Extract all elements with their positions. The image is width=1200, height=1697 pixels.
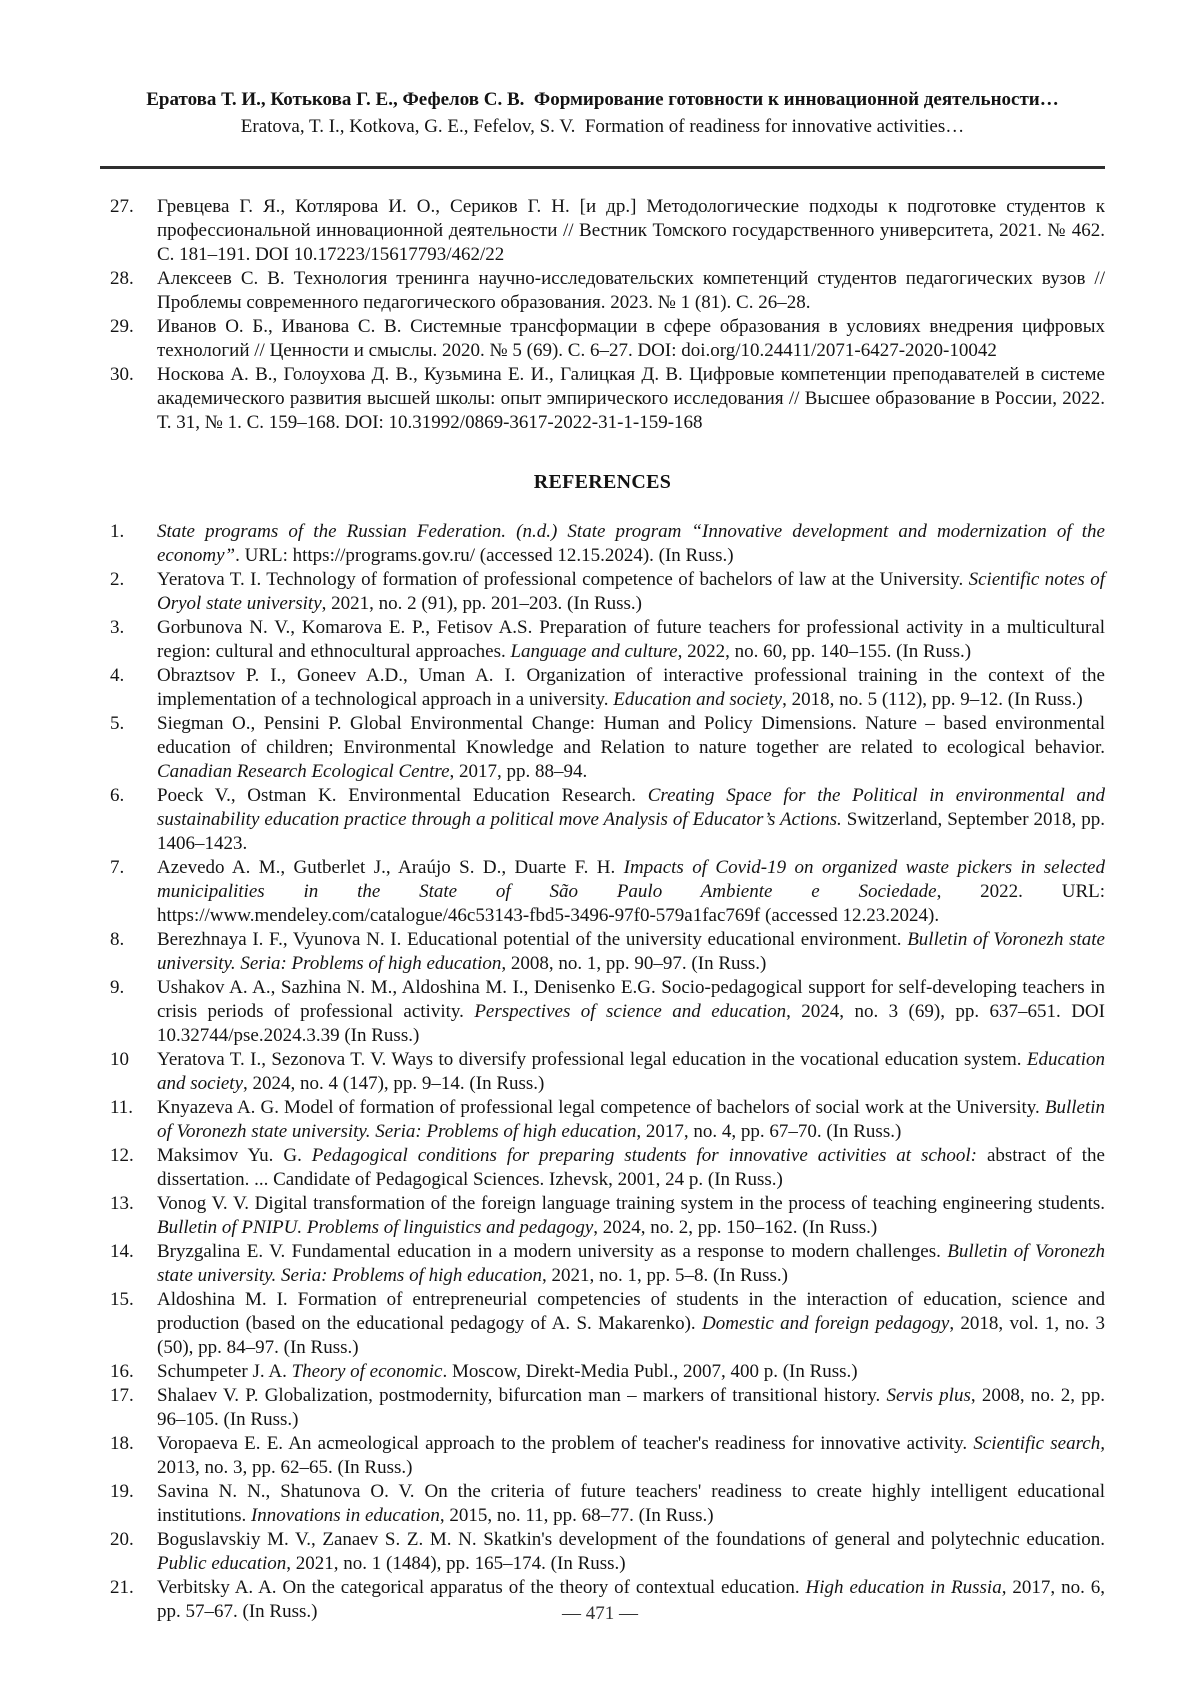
reference-text: Aldoshina M. I. Formation of entrepreneurial competencies of students in the interaction of education, science and production (based on the educational pedagogy of A. S. Makarenko). Domestic and foreign pedagogy, 2018, vol. 1, no. 3 (50), pp. 84–97. (In Russ.) xyxy=(157,1289,1105,1358)
reference-item xyxy=(100,712,1105,784)
reference-number: 12. xyxy=(110,1145,134,1166)
reference-item xyxy=(100,1384,1105,1432)
reference-item xyxy=(100,616,1105,664)
reference-number: 6. xyxy=(110,785,125,806)
reference-item xyxy=(100,568,1105,616)
running-head-ru: Ератова Т. И., Котькова Г. Е., Фефелов С. В. Формирование готовности к инновационной деятельности… xyxy=(146,89,1059,110)
running-head-en: Eratova, T. I., Kotkova, G. E., Fefelov, S. V. Formation of readiness for innovative activities… xyxy=(240,116,965,137)
reference-number: 8. xyxy=(110,929,125,950)
reference-text: Ushakov A. A., Sazhina N. M., Aldoshina M. I., Denisenko E.G. Socio-pedagogical support for self-developing teachers in crisis periods of professional activity. Perspectives of science and education, 2024, no. 3 (69), pp. 637–651. DOI 10.32744/pse.2024.3.39 (In Russ.) xyxy=(157,977,1105,1046)
reference-item xyxy=(100,267,1105,315)
reference-item xyxy=(100,1528,1105,1576)
reference-number: 15. xyxy=(110,1289,134,1310)
reference-text: Носкова А. В., Голоухова Д. В., Кузьмина Е. И., Галицкая Д. В. Цифровые компетенции преподавателей в системе академического развития высшей школы: опыт эмпирического исследования // Высшее образование в России, 2022. Т. 31, № 1. С. 159–168. DOI: 10.31992/0869-3617-2022-31-1-159-168 xyxy=(157,364,1105,433)
reference-text: Berezhnaya I. F., Vyunova N. I. Educational potential of the university educational environment. Bulletin of Voronezh state university. Seria: Problems of high education, 2008, no. 1, pp. 90–97. (In Russ.) xyxy=(157,929,1105,974)
reference-number: 11. xyxy=(110,1097,134,1118)
reference-number: 21. xyxy=(110,1577,134,1598)
reference-number: 5. xyxy=(110,713,125,734)
running-head xyxy=(100,86,1105,169)
reference-number: 2. xyxy=(110,569,125,590)
reference-item xyxy=(100,1432,1105,1480)
reference-item xyxy=(100,1288,1105,1360)
reference-number: 9. xyxy=(110,977,125,998)
reference-number: 20. xyxy=(110,1529,134,1550)
reference-text: Voropaeva E. E. An acmeological approach to the problem of teacher's readiness for innovative activity. Scientific search, 2013, no. 3, pp. 62–65. (In Russ.) xyxy=(157,1433,1105,1478)
reference-text: Maksimov Yu. G. Pedagogical conditions for preparing students for innovative activities at school: abstract of the dissertation. ... Candidate of Pedagogical Sciences. Izhevsk, 2001, 24 p. (In Russ.) xyxy=(157,1145,1105,1190)
reference-item xyxy=(100,520,1105,568)
reference-text: Azevedo A. M., Gutberlet J., Araújo S. D., Duarte F. H. Impacts of Covid-19 on organized waste pickers in selected municipalities in the State of São Paulo Ambiente e Sociedade, 2022. URL: https://www.mendeley.com/catalogue/46c53143-fbd5-3496-97f0-579a1fac769f (accessed 12.23.2024). xyxy=(157,857,1106,926)
reference-text: Poeck V., Ostman K. Environmental Education Research. Creating Space for the Political in environmental and sustainability education practice through a political move Analysis of Educator’s Actions. Switzerland, September 2018, pp. 1406–1423. xyxy=(157,785,1105,854)
references-english-list xyxy=(100,520,1105,1624)
reference-text: Гревцева Г. Я., Котлярова И. О., Сериков Г. Н. [и др.] Методологические подходы к подготовке студентов к профессиональной инновационной деятельности // Вестник Томского государственного университета, 2021. № 462. С. 181–191. DOI 10.17223/15617793/462/22 xyxy=(157,196,1105,265)
reference-item xyxy=(100,1144,1105,1192)
reference-item xyxy=(100,1360,1105,1384)
reference-text: Siegman O., Pensini P. Global Environmental Change: Human and Policy Dimensions. Nature – based environmental education of children; Environmental Knowledge and Relation to nature together are related to ecological behavior. Canadian Research Ecological Centre, 2017, pp. 88–94. xyxy=(157,713,1105,782)
reference-text: Vonog V. V. Digital transformation of the foreign language training system in the process of teaching engineering students. Bulletin of PNIPU. Problems of linguistics and pedagogy, 2024, no. 2, pp. 150–162. (In Russ.) xyxy=(157,1193,1105,1238)
reference-item xyxy=(100,856,1105,928)
reference-number: 28. xyxy=(110,268,134,289)
reference-item xyxy=(100,1048,1105,1096)
bibliography-russian-list xyxy=(100,195,1105,435)
reference-item xyxy=(100,664,1105,712)
reference-text: Boguslavskiy M. V., Zanaev S. Z. M. N. Skatkin's development of the foundations of general and polytechnic education. Public education, 2021, no. 1 (1484), pp. 165–174. (In Russ.) xyxy=(157,1529,1105,1574)
reference-number: 14. xyxy=(110,1241,134,1262)
reference-item xyxy=(100,784,1105,856)
reference-text: Bryzgalina E. V. Fundamental education in a modern university as a response to modern challenges. Bulletin of Voronezh state university. Seria: Problems of high education, 2021, no. 1, pp. 5–8. (In Russ.) xyxy=(157,1241,1106,1286)
reference-text: Schumpeter J. A. Theory of economic. Moscow, Direkt-Media Publ., 2007, 400 p. (In Russ.) xyxy=(157,1361,858,1382)
reference-text: Yeratova T. I., Sezonova T. V. Ways to diversify professional legal education in the vocational education system. Education and society, 2024, no. 4 (147), pp. 9–14. (In Russ.) xyxy=(157,1049,1105,1094)
reference-text: Savina N. N., Shatunova O. V. On the criteria of future teachers' readiness to create highly intelligent educational institutions. Innovations in education, 2015, no. 11, pp. 68–77. (In Russ.) xyxy=(157,1481,1105,1526)
reference-item xyxy=(100,928,1105,976)
reference-text: Verbitsky A. A. On the categorical apparatus of the theory of contextual education. High education in Russia, 2017, no. 6, pp. 57–67. (In Russ.) xyxy=(157,1577,1106,1622)
reference-text: Алексеев С. В. Технология тренинга научно-исследовательских компетенций студентов педагогических вузов // Проблемы современного педагогического образования. 2023. № 1 (81). С. 26–28. xyxy=(157,268,1105,313)
reference-number: 29. xyxy=(110,316,134,337)
reference-item xyxy=(100,976,1105,1048)
reference-number: 3. xyxy=(110,617,125,638)
references-heading: REFERENCES xyxy=(533,471,672,493)
reference-text: Gorbunova N. V., Komarova E. P., Fetisov A.S. Preparation of future teachers for professional activity in a multicultural region: cultural and ethnocultural approaches. Language and culture, 2022, no. 60, pp. 140–155. (In Russ.) xyxy=(157,617,1105,662)
header-rule xyxy=(100,166,1105,169)
reference-text: Иванов О. Б., Иванова С. В. Системные трансформации в сфере образования в условиях внедрения цифровых технологий // Ценности и смыслы. 2020. № 5 (69). С. 6–27. DOI: doi.org/10.24411/2071-6427-2020-10042 xyxy=(157,316,1105,361)
reference-item xyxy=(100,195,1105,267)
reference-number: 30. xyxy=(110,364,134,385)
page-footer xyxy=(0,1603,1200,1625)
page-content xyxy=(0,86,1200,1624)
reference-text: Shalaev V. P. Globalization, postmodernity, bifurcation man – markers of transitional history. Servis plus, 2008, no. 2, pp. 96–105. (In Russ.) xyxy=(157,1385,1106,1430)
reference-item xyxy=(100,315,1105,363)
reference-number: 17. xyxy=(110,1385,134,1406)
reference-text: Knyazeva A. G. Model of formation of professional legal competence of bachelors of social work at the University. Bulletin of Voronezh state university. Seria: Problems of high education, 2017, no. 4, pp. 67–70. (In Russ.) xyxy=(157,1097,1105,1142)
reference-number: 16. xyxy=(110,1361,134,1382)
reference-number: 27. xyxy=(110,196,134,217)
reference-number: 19. xyxy=(110,1481,134,1502)
reference-item xyxy=(100,1480,1105,1528)
reference-number: 18. xyxy=(110,1433,134,1454)
reference-item xyxy=(100,1240,1105,1288)
reference-number: 7. xyxy=(110,857,125,878)
reference-number: 1. xyxy=(110,521,125,542)
page-number: — 471 — xyxy=(562,1603,638,1624)
reference-item xyxy=(100,1192,1105,1240)
reference-item xyxy=(100,1096,1105,1144)
reference-number: 4. xyxy=(110,665,125,686)
reference-text: Obraztsov P. I., Goneev A.D., Uman A. I. Organization of interactive professional training in the context of the implementation of a technological approach in a university. Education and society, 2018, no. 5 (112), pp. 9–12. (In Russ.) xyxy=(157,665,1105,710)
reference-text: State programs of the Russian Federation. (n.d.) State program “Innovative development and modernization of the economy”. URL: https://programs.gov.ru/ (accessed 12.15.2024). (In Russ.) xyxy=(157,521,1105,566)
reference-item xyxy=(100,363,1105,435)
reference-number: 13. xyxy=(110,1193,134,1214)
reference-text: Yeratova T. I. Technology of formation of professional competence of bachelors of law at the University. Scientific notes of Oryol state university, 2021, no. 2 (91), pp. 201–203. (In Russ.) xyxy=(157,569,1105,614)
reference-number: 10 xyxy=(110,1049,129,1070)
